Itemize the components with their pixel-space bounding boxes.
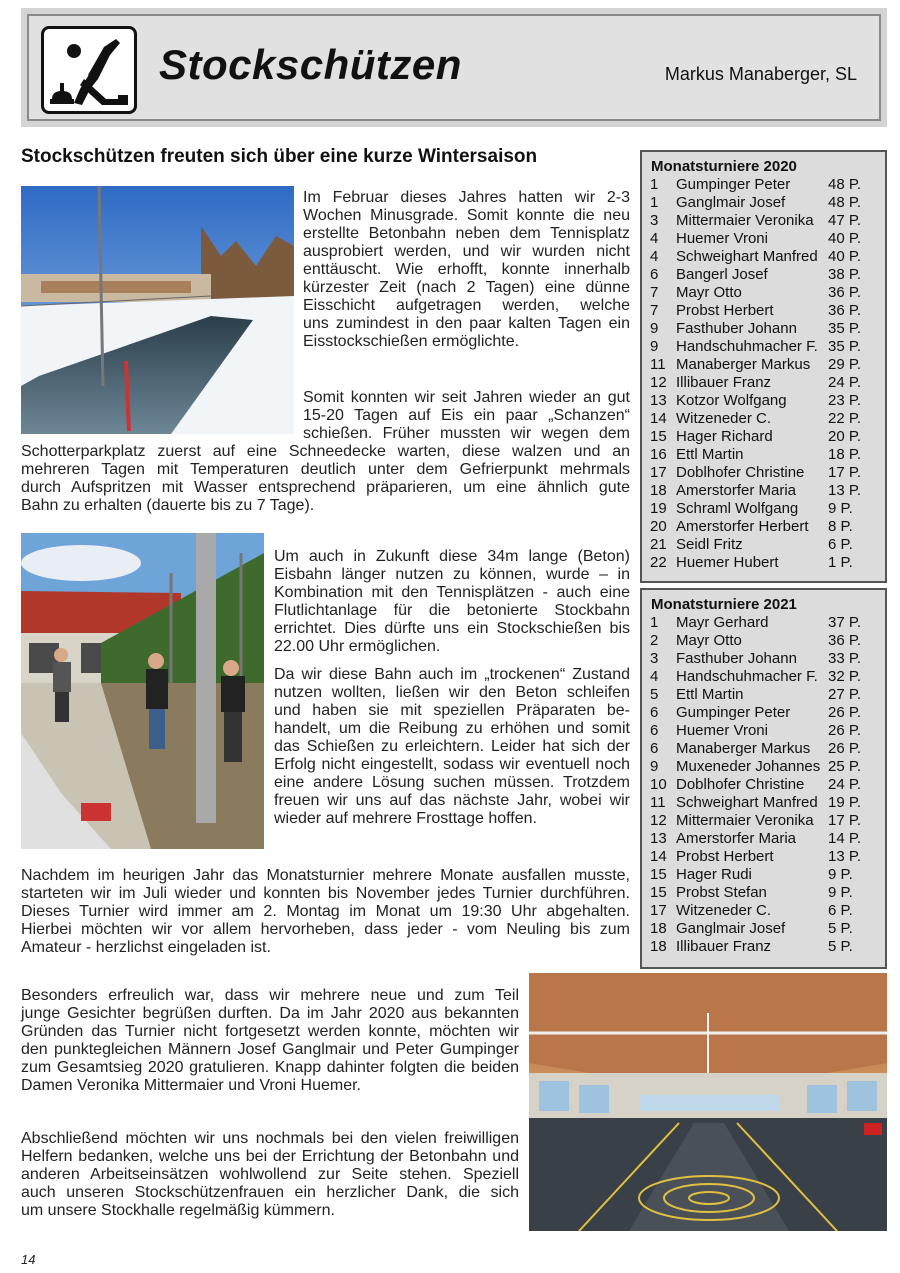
text-line: Im Februar dieses Jahres hatten wir 2-3 xyxy=(303,189,630,206)
page-number: 14 xyxy=(21,1252,36,1267)
standings-row xyxy=(650,758,885,776)
standings-row xyxy=(650,920,885,938)
standings-row xyxy=(650,284,885,302)
text-line: Eisstockschießen ermöglichte. xyxy=(303,333,520,350)
points-cell: 20 P. xyxy=(828,428,862,445)
points-cell: 24 P. xyxy=(828,776,862,793)
standings-row xyxy=(650,776,885,794)
photo-curling-hall xyxy=(529,973,887,1231)
text-line: 15-20 Tagen auf Eis ein paar „Schanzen“ xyxy=(303,407,630,424)
standings-row xyxy=(650,722,885,740)
text-line: Abschließend möchten wir uns nochmals bei den vielen freiwilligen xyxy=(21,1130,519,1147)
text-line: junge Gesichter begrüßen durften. Da im Jahr 2020 aus bekannten xyxy=(21,1005,519,1022)
points-cell: 9 P. xyxy=(828,884,853,901)
text-line: Gründen das Turnier nicht fortgesetzt werden konnte, möchten wir xyxy=(21,1023,519,1040)
rank-cell: 2 xyxy=(650,632,659,649)
name-cell: Witzeneder C. xyxy=(676,902,772,919)
name-cell: Mittermaier Veronika xyxy=(676,812,814,829)
points-cell: 19 P. xyxy=(828,794,862,811)
text-line: wieder auf mehrere Frosttage hoffen. xyxy=(274,810,537,827)
rank-cell: 13 xyxy=(650,392,667,409)
points-cell: 22 P. xyxy=(828,410,862,427)
name-cell: Illibauer Franz xyxy=(676,938,772,955)
name-cell: Gumpinger Peter xyxy=(676,704,791,721)
points-cell: 13 P. xyxy=(828,848,862,865)
rank-cell: 4 xyxy=(650,230,659,247)
text-line: uns zumindest in den paar kalten Tagen ein xyxy=(303,315,630,332)
rank-cell: 14 xyxy=(650,410,667,427)
standings-row xyxy=(650,320,885,338)
text-line: Flutlichtanlage für die betonierte Stockbahn xyxy=(274,602,630,619)
rank-cell: 3 xyxy=(650,212,659,229)
text-line: durch Aufspritzen mit Wasser entsprechend präparieren, um eine ähnlich gute xyxy=(21,479,630,496)
paragraph-floodlight xyxy=(274,548,630,656)
standings-row xyxy=(650,518,885,536)
points-cell: 6 P. xyxy=(828,902,853,919)
standings-row xyxy=(650,302,885,320)
text-line: anderen Arbeitseinsätzen wohlwollend zur Seite stehen. Speziell xyxy=(21,1166,519,1183)
name-cell: Probst Herbert xyxy=(676,302,774,319)
rank-cell: 7 xyxy=(650,302,659,319)
points-cell: 24 P. xyxy=(828,374,862,391)
points-cell: 26 P. xyxy=(828,740,862,757)
standings-row xyxy=(650,830,885,848)
points-cell: 13 P. xyxy=(828,482,862,499)
text-line: Eisschicht aufgetragen werden, welche xyxy=(303,297,630,314)
points-cell: 33 P. xyxy=(828,650,862,667)
paragraph-monthly-tournament xyxy=(21,867,630,957)
name-cell: Ganglmair Josef xyxy=(676,920,786,937)
points-cell: 35 P. xyxy=(828,320,862,337)
name-cell: Mayr Gerhard xyxy=(676,614,769,631)
standings-row xyxy=(650,392,885,410)
text-line: erstellte Betonbahn neben dem Tennisplatz xyxy=(303,225,630,242)
rank-cell: 11 xyxy=(650,356,666,373)
standings-row xyxy=(650,812,885,830)
text-line: Kombination mit den Tennisplätzen - auch eine xyxy=(274,584,630,601)
rank-cell: 1 xyxy=(650,614,659,631)
standings-row xyxy=(650,866,885,884)
points-cell: 6 P. xyxy=(828,536,853,553)
points-cell: 5 P. xyxy=(828,938,853,955)
rank-cell: 12 xyxy=(650,812,667,829)
rank-cell: 15 xyxy=(650,866,667,883)
paragraph-winners xyxy=(21,987,519,1095)
points-cell: 27 P. xyxy=(828,686,862,703)
rank-cell: 6 xyxy=(650,722,659,739)
points-cell: 47 P. xyxy=(828,212,862,229)
rank-cell: 15 xyxy=(650,428,667,445)
text-line: zum Gesamtsieg 2020 gratulieren. Knapp dahinter folgten die beiden xyxy=(21,1059,519,1076)
standings-2021-title: Monatsturniere 2021 xyxy=(651,596,797,613)
rank-cell: 19 xyxy=(650,500,667,517)
rank-cell: 14 xyxy=(650,848,667,865)
section-header xyxy=(21,8,887,127)
points-cell: 14 P. xyxy=(828,830,862,847)
standings-2020-title: Monatsturniere 2020 xyxy=(651,158,797,175)
standings-row xyxy=(650,740,885,758)
standings-row xyxy=(650,884,885,902)
rank-cell: 7 xyxy=(650,284,659,301)
rank-cell: 3 xyxy=(650,650,659,667)
rank-cell: 22 xyxy=(650,554,667,571)
text-line: Da wir diese Bahn auch im „trockenen“ Zustand xyxy=(274,666,630,683)
name-cell: Probst Stefan xyxy=(676,884,767,901)
curling-pictogram-icon xyxy=(41,26,137,114)
standings-row xyxy=(650,794,885,812)
author-credit: Markus Manaberger, SL xyxy=(664,64,857,84)
rank-cell: 5 xyxy=(650,686,659,703)
text-line: Amateur - herzlichst eingeladen ist. xyxy=(21,939,271,956)
rank-cell: 16 xyxy=(650,446,667,463)
text-line: Eisbahn länger nutzen zu können, wurde – in xyxy=(274,566,630,583)
points-cell: 25 P. xyxy=(828,758,862,775)
standings-row xyxy=(650,356,885,374)
points-cell: 5 P. xyxy=(828,920,853,937)
text-line: starteten wir im Juli wieder und konnten bis November jedes Turnier durchführen. xyxy=(21,885,630,902)
text-line: Erfolg nicht eingestellt, sodass wir eventuell noch xyxy=(274,756,630,773)
name-cell: Fasthuber Johann xyxy=(676,320,797,337)
rank-cell: 18 xyxy=(650,482,667,499)
standings-row xyxy=(650,848,885,866)
rank-cell: 9 xyxy=(650,320,659,337)
name-cell: Gumpinger Peter xyxy=(676,176,791,193)
rank-cell: 11 xyxy=(650,794,666,811)
rank-cell: 6 xyxy=(650,266,659,283)
text-line: Um auch in Zukunft diese 34m lange (Beton) xyxy=(274,548,630,565)
points-cell: 48 P. xyxy=(828,194,862,211)
name-cell: Ettl Martin xyxy=(676,686,744,703)
name-cell: Mittermaier Veronika xyxy=(676,212,814,229)
name-cell: Handschuhmacher F. xyxy=(676,668,818,685)
points-cell: 18 P. xyxy=(828,446,862,463)
standings-row xyxy=(650,902,885,920)
name-cell: Amerstorfer Maria xyxy=(676,482,797,499)
standings-row xyxy=(650,338,885,356)
points-cell: 1 P. xyxy=(828,554,853,571)
photo-floodlight-construction xyxy=(21,533,264,849)
rank-cell: 12 xyxy=(650,374,667,391)
standings-row xyxy=(650,632,885,650)
paragraph-ice-days-continued xyxy=(21,443,630,515)
points-cell: 37 P. xyxy=(828,614,862,631)
standings-row xyxy=(650,500,885,518)
rank-cell: 9 xyxy=(650,758,659,775)
name-cell: Probst Herbert xyxy=(676,848,774,865)
text-line: eine andere Lösung suchen müssen. Trotzdem xyxy=(274,774,630,791)
points-cell: 40 P. xyxy=(828,248,862,265)
paragraph-intro xyxy=(303,189,630,351)
text-line: und haben sie mit speziellen Präparaten be- xyxy=(274,702,630,719)
page-title: Stockschützen xyxy=(159,41,462,88)
name-cell: Handschuhmacher F. xyxy=(676,338,818,355)
text-line: auch unseren Stockschützenfrauen ein herzlicher Dank, die sich xyxy=(21,1184,519,1201)
points-cell: 9 P. xyxy=(828,866,853,883)
paragraph-dry-lane xyxy=(274,666,630,828)
rank-cell: 17 xyxy=(650,902,667,919)
text-line: freuen wir uns auf das nächste Jahr, wobei wir xyxy=(274,792,630,809)
text-line: mehreren Tagen mit Temperaturen deutlich unter dem Gefrierpunkt mehrmals xyxy=(21,461,630,478)
points-cell: 32 P. xyxy=(828,668,862,685)
text-line: den punktegleichen Männern Josef Ganglmair und Peter Gumpinger xyxy=(21,1041,519,1058)
rank-cell: 21 xyxy=(650,536,667,553)
name-cell: Schraml Wolfgang xyxy=(676,500,799,517)
rank-cell: 1 xyxy=(650,176,659,193)
name-cell: Manaberger Markus xyxy=(676,356,811,373)
name-cell: Schweighart Manfred xyxy=(676,794,818,811)
article-headline: Stockschützen freuten sich über eine kurze Wintersaison xyxy=(21,146,538,167)
text-line: enttäuscht. Wie erhofft, konnte innerhalb xyxy=(303,261,630,278)
standings-row xyxy=(650,410,885,428)
points-cell: 36 P. xyxy=(828,632,862,649)
rank-cell: 6 xyxy=(650,704,659,721)
name-cell: Ganglmair Josef xyxy=(676,194,786,211)
points-cell: 48 P. xyxy=(828,176,862,193)
text-line: Helfern bedanken, welche uns bei der Errichtung der Betonbahn und xyxy=(21,1148,519,1165)
points-cell: 8 P. xyxy=(828,518,853,535)
standings-row xyxy=(650,176,885,194)
rank-cell: 1 xyxy=(650,194,659,211)
points-cell: 36 P. xyxy=(828,302,862,319)
name-cell: Kotzor Wolfgang xyxy=(676,392,787,409)
name-cell: Illibauer Franz xyxy=(676,374,772,391)
text-line: ausprobiert werden, und wir wurden nicht xyxy=(303,243,630,260)
standings-row xyxy=(650,704,885,722)
standings-row xyxy=(650,938,885,956)
rank-cell: 20 xyxy=(650,518,667,535)
standings-row xyxy=(650,446,885,464)
points-cell: 9 P. xyxy=(828,500,853,517)
rank-cell: 13 xyxy=(650,830,667,847)
name-cell: Ettl Martin xyxy=(676,446,744,463)
name-cell: Huemer Vroni xyxy=(676,230,768,247)
text-line: nutzen wollten, ließen wir den Beton schleifen xyxy=(274,684,630,701)
points-cell: 26 P. xyxy=(828,704,862,721)
standings-row xyxy=(650,614,885,632)
rank-cell: 18 xyxy=(650,938,667,955)
header-panel xyxy=(27,14,881,121)
rank-cell: 10 xyxy=(650,776,667,793)
standings-row xyxy=(650,668,885,686)
name-cell: Seidl Fritz xyxy=(676,536,743,553)
rank-cell: 17 xyxy=(650,464,667,481)
name-cell: Amerstorfer Herbert xyxy=(676,518,809,535)
name-cell: Huemer Vroni xyxy=(676,722,768,739)
name-cell: Mayr Otto xyxy=(676,284,742,301)
text-line: schießen. Früher mussten wir wegen dem xyxy=(303,425,630,442)
standings-2020-box xyxy=(640,150,887,583)
rank-cell: 4 xyxy=(650,248,659,265)
name-cell: Witzeneder C. xyxy=(676,410,772,427)
points-cell: 23 P. xyxy=(828,392,862,409)
text-line: handelt, um die Reibung zu erhöhen und somit xyxy=(274,720,630,737)
rank-cell: 9 xyxy=(650,338,659,355)
standings-2021-box xyxy=(640,588,887,969)
rank-cell: 18 xyxy=(650,920,667,937)
text-line: Nachdem im heurigen Jahr das Monatsturnier mehrere Monate ausfallen musste, xyxy=(21,867,630,884)
name-cell: Hager Richard xyxy=(676,428,773,445)
points-cell: 36 P. xyxy=(828,284,862,301)
name-cell: Schweighart Manfred xyxy=(676,248,818,265)
text-line: Besonders erfreulich war, dass wir mehrere neue und zum Teil xyxy=(21,987,519,1004)
rank-cell: 15 xyxy=(650,884,667,901)
rank-cell: 4 xyxy=(650,668,659,685)
text-line: Bahn zu erhalten (dauerte bis zu 7 Tage). xyxy=(21,497,315,514)
standings-row xyxy=(650,248,885,266)
points-cell: 17 P. xyxy=(828,464,862,481)
name-cell: Manaberger Markus xyxy=(676,740,811,757)
text-line: das Schießen zu erleichtern. Leider hat sich der xyxy=(274,738,630,755)
name-cell: Fasthuber Johann xyxy=(676,650,797,667)
points-cell: 29 P. xyxy=(828,356,862,373)
name-cell: Doblhofer Christine xyxy=(676,464,805,481)
name-cell: Amerstorfer Maria xyxy=(676,830,797,847)
points-cell: 35 P. xyxy=(828,338,862,355)
text-line: Schotterparkplatz zuerst auf eine Schneedecke warten, diese walzen und an xyxy=(21,443,630,460)
text-line: Wochen Minusgrade. Somit konnte die neu xyxy=(303,207,630,224)
points-cell: 26 P. xyxy=(828,722,862,739)
standings-row xyxy=(650,686,885,704)
text-line: Somit konnten wir seit Jahren wieder an gut xyxy=(303,389,630,406)
standings-row xyxy=(650,212,885,230)
standings-row xyxy=(650,554,885,572)
paragraph-ice-days xyxy=(303,389,630,443)
photo-ice-lane xyxy=(21,186,294,434)
text-line: kürzester Zeit (nach 2 Tagen) eine dünne xyxy=(303,279,630,296)
standings-row xyxy=(650,194,885,212)
text-line: 22.00 Uhr ermöglichen. xyxy=(274,638,441,655)
points-cell: 38 P. xyxy=(828,266,862,283)
standings-row xyxy=(650,536,885,554)
standings-row xyxy=(650,266,885,284)
points-cell: 40 P. xyxy=(828,230,862,247)
paragraph-thanks xyxy=(21,1130,519,1220)
text-line: errichtet. Dies dürfte uns ein Stockschießen bis xyxy=(274,620,630,637)
standings-row xyxy=(650,374,885,392)
standings-row xyxy=(650,464,885,482)
standings-row xyxy=(650,482,885,500)
standings-row xyxy=(650,428,885,446)
text-line: Dieses Turnier wird immer am 2. Montag im Monat um 19:30 Uhr abgehalten. xyxy=(21,903,630,920)
name-cell: Muxeneder Johannes xyxy=(676,758,821,775)
standings-row xyxy=(650,230,885,248)
standings-row xyxy=(650,650,885,668)
name-cell: Mayr Otto xyxy=(676,632,742,649)
points-cell: 17 P. xyxy=(828,812,862,829)
name-cell: Huemer Hubert xyxy=(676,554,779,571)
rank-cell: 6 xyxy=(650,740,659,757)
text-line: um unsere Stockhalle regelmäßig kümmern. xyxy=(21,1202,335,1219)
name-cell: Doblhofer Christine xyxy=(676,776,805,793)
text-line: Damen Veronika Mittermaier und Vroni Huemer. xyxy=(21,1077,361,1094)
name-cell: Bangerl Josef xyxy=(676,266,768,283)
name-cell: Hager Rudi xyxy=(676,866,752,883)
text-line: Hierbei möchten wir vor allem hervorheben, dass jeder - vom Neuling bis zum xyxy=(21,921,630,938)
